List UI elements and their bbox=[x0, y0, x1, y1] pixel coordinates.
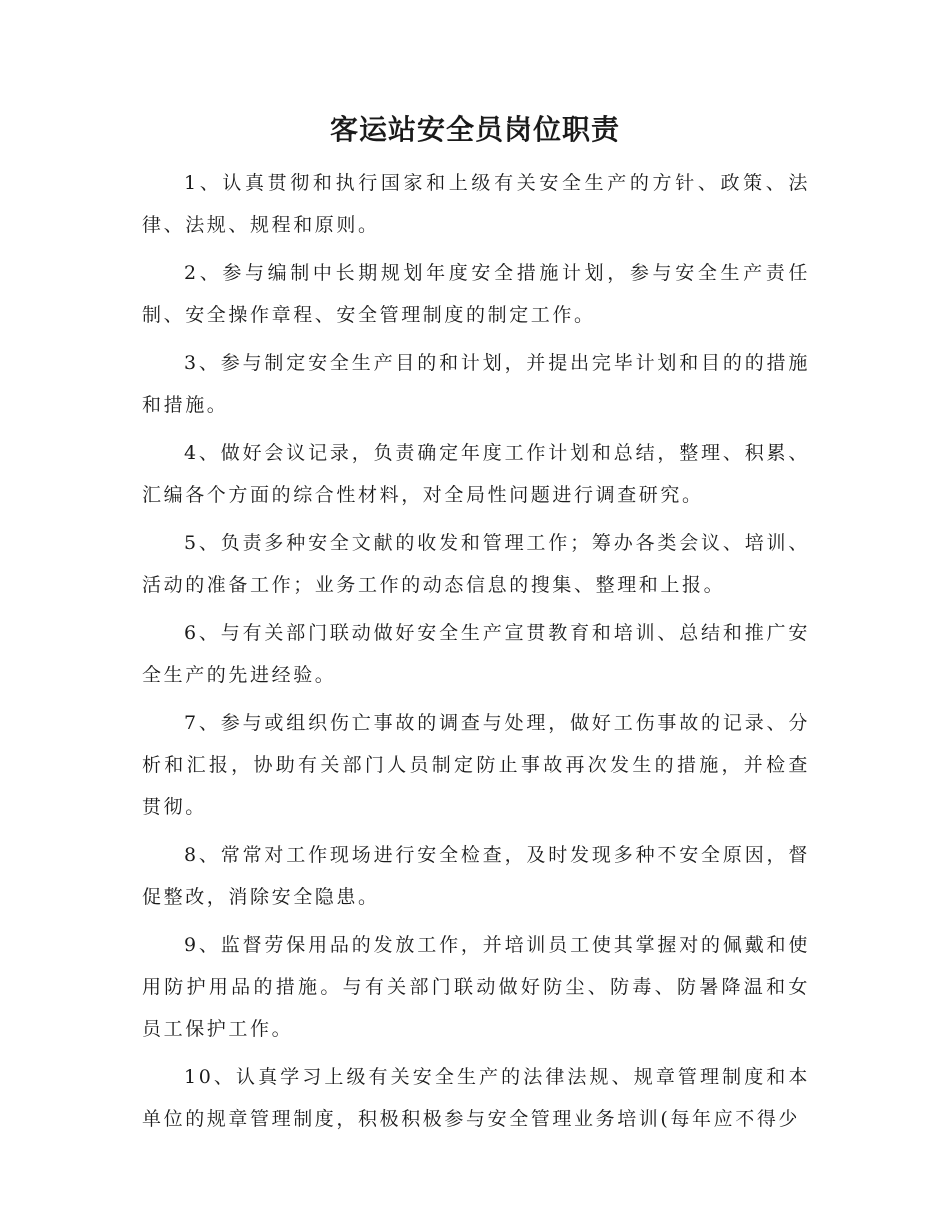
paragraph-8: 8、常常对工作现场进行安全检查，及时发现多种不安全原因，督促整改，消除安全隐患。 bbox=[142, 844, 810, 908]
document-title: 客运站安全员岗位职责 bbox=[329, 113, 620, 146]
paragraph-10: 10、认真学习上级有关安全生产的法律法规、规章管理制度和本单位的规章管理制度，积极积极参与安全管理业务培训(每年应不得少 bbox=[142, 1066, 810, 1130]
paragraph-1: 1、认真贯彻和执行国家和上级有关安全生产的方针、政策、法律、法规、规程和原则。 bbox=[142, 172, 810, 236]
paragraph-4: 4、做好会议记录，负责确定年度工作计划和总结，整理、积累、汇编各个方面的综合性材料，对全局性问题进行调查研究。 bbox=[142, 442, 810, 506]
paragraph-2: 2、参与编制中长期规划年度安全措施计划，参与安全生产责任制、安全操作章程、安全管理制度的制定工作。 bbox=[142, 262, 810, 326]
paragraph-7: 7、参与或组织伤亡事故的调查与处理，做好工伤事故的记录、分析和汇报，协助有关部门人员制定防止事故再次发生的措施，并检查贯彻。 bbox=[142, 712, 810, 818]
paragraph-9: 9、监督劳保用品的发放工作，并培训员工使其掌握对的佩戴和使用防护用品的措施。与有关部门联动做好防尘、防毒、防暑降温和女员工保护工作。 bbox=[142, 934, 810, 1040]
paragraph-3: 3、参与制定安全生产目的和计划，并提出完毕计划和目的的措施和措施。 bbox=[142, 352, 810, 416]
paragraph-6: 6、与有关部门联动做好安全生产宣贯教育和培训、总结和推广安全生产的先进经验。 bbox=[142, 622, 810, 686]
paragraph-5: 5、负责多种安全文献的收发和管理工作；筹办各类会议、培训、活动的准备工作；业务工作的动态信息的搜集、整理和上报。 bbox=[142, 532, 810, 596]
document-body bbox=[142, 162, 810, 1146]
